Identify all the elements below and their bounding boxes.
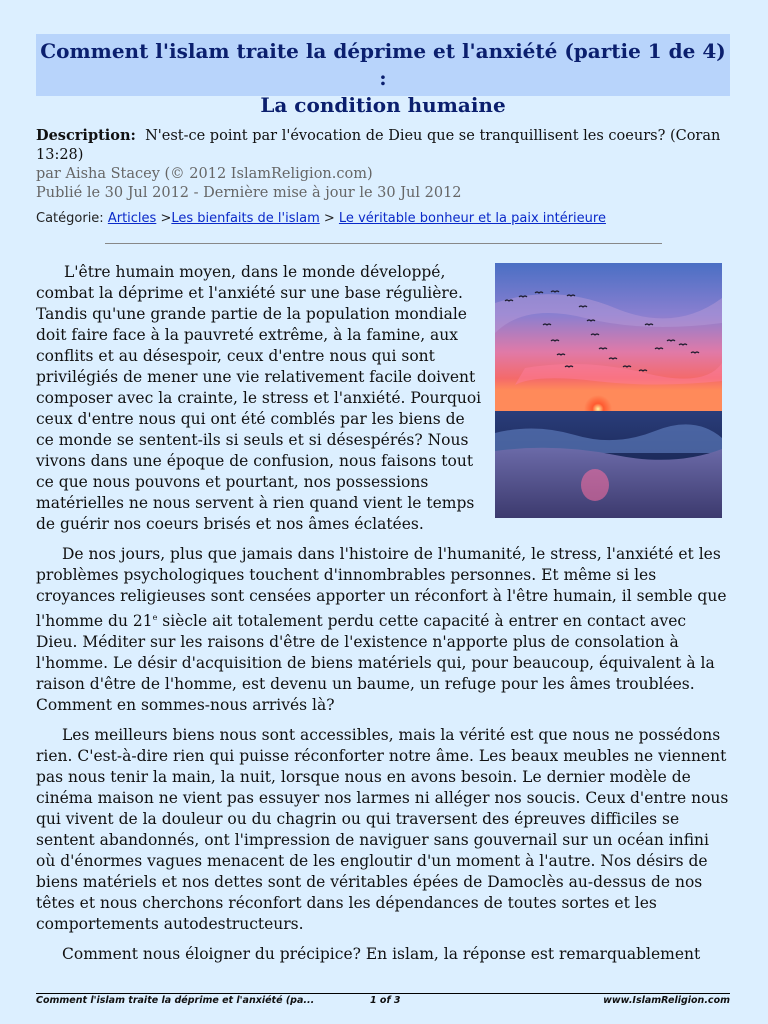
article-meta	[36, 126, 730, 203]
author-line: par Aisha Stacey (© 2012 IslamReligion.com)	[36, 166, 373, 182]
paragraph-1: L'être humain moyen, dans le monde développé, combat la déprime et l'anxiété sur une base régulière. Tandis qu'une grande partie de la population mondiale doit faire face à la pauvreté extrême, à la famine, aux conflits et au désespoir, ceux d'entre nous qui sont privilégiés de mener une vie relativement facile doivent composer avec la crainte, le stress et l'anxiété. Pourquoi ceux d'entre nous qui ont été comblés par les biens de ce monde se sentent-ils si seuls et si désespérés? Nous vivons dans une époque de confusion, nous faisons tout ce que nous pouvons et pourtant, nos possessions matérielles ne nous servent à rien quand vient le temps de guérir nos coeurs brisés et nos âmes éclatées.	[36, 263, 482, 533]
footer-site: www.IslamReligion.com	[603, 995, 730, 1006]
title-line-1: Comment l'islam traite la déprime et l'anxiété (partie 1 de 4) :	[40, 39, 726, 90]
breadcrumb	[36, 211, 606, 226]
article-title	[36, 34, 730, 117]
breadcrumb-separator: >	[323, 211, 335, 226]
description-text: N'est-ce point par l'évocation de Dieu que se tranquillisent les coeurs? (Coran 13:28)	[36, 128, 721, 163]
divider	[105, 243, 662, 244]
breadcrumb-link-articles[interactable]: Articles	[107, 211, 157, 226]
description-label: Description:	[36, 127, 136, 144]
description	[36, 126, 730, 165]
category-label: Catégorie:	[36, 211, 104, 226]
breadcrumb-separator: >	[160, 211, 172, 226]
breadcrumb-link-bienfaits[interactable]: Les bienfaits de l'islam	[171, 211, 320, 226]
breadcrumb-link-bonheur[interactable]: Le véritable bonheur et la paix intérieure	[338, 211, 606, 226]
article-body	[36, 262, 730, 974]
published-line: Publié le 30 Jul 2012 - Dernière mise à jour le 30 Jul 2012	[36, 185, 462, 201]
paragraph-4: Comment nous éloigner du précipice? En islam, la réponse est remarquablement	[62, 945, 701, 964]
paragraph-2: De nos jours, plus que jamais dans l'histoire de l'humanité, le stress, l'anxiété et les problèmes psychologiques touchent d'innombrables personnes. Et même si les croyances religieuses sont censées apporter un réconfort à l'être humain, il semble que l'homme du 21e siècle ait totalement perdu cette capacité à entrer en contact avec Dieu. Méditer sur les raisons d'être de l'existence n'apporte plus de consolation à l'homme. Le désir d'acquisition de biens matériels qui, pour beaucoup, équivalent à la raison d'être de l'homme, est devenu un baume, un refuge pour les âmes troublées. Comment en sommes-nous arrivés là?	[36, 545, 727, 715]
paragraph-3: Les meilleurs biens nous sont accessibles, mais la vérité est que nous ne possédons rien. C'est-à-dire rien qui puisse réconforter notre âme. Les beaux meubles ne viennent pas nous tenir la main, la nuit, lorsque nous en avons besoin. Le dernier modèle de cinéma maison ne vient pas essuyer nos larmes ni alléger nos soucis. Ceux d'entre nous qui vivent de la douleur ou du chagrin ou qui traversent des épreuves difficiles se sentent abandonnés, ont l'impression de naviguer sans gouvernail sur un océan infini où d'énormes vagues menacent de les engloutir d'un moment à l'autre. Nos désirs de biens matériels et nos dettes sont de véritables épées de Damoclès au-dessus de nos têtes et nous cherchons réconfort dans les dépendances de toutes sortes et les comportements autodestructeurs.	[36, 726, 729, 934]
footer-title: Comment l'islam traite la déprime et l'anxiété (pa...	[36, 995, 315, 1006]
title-line-2: La condition humaine	[260, 93, 506, 117]
footer-divider	[36, 993, 730, 994]
footer-page-number: 1 of 3	[370, 995, 401, 1006]
